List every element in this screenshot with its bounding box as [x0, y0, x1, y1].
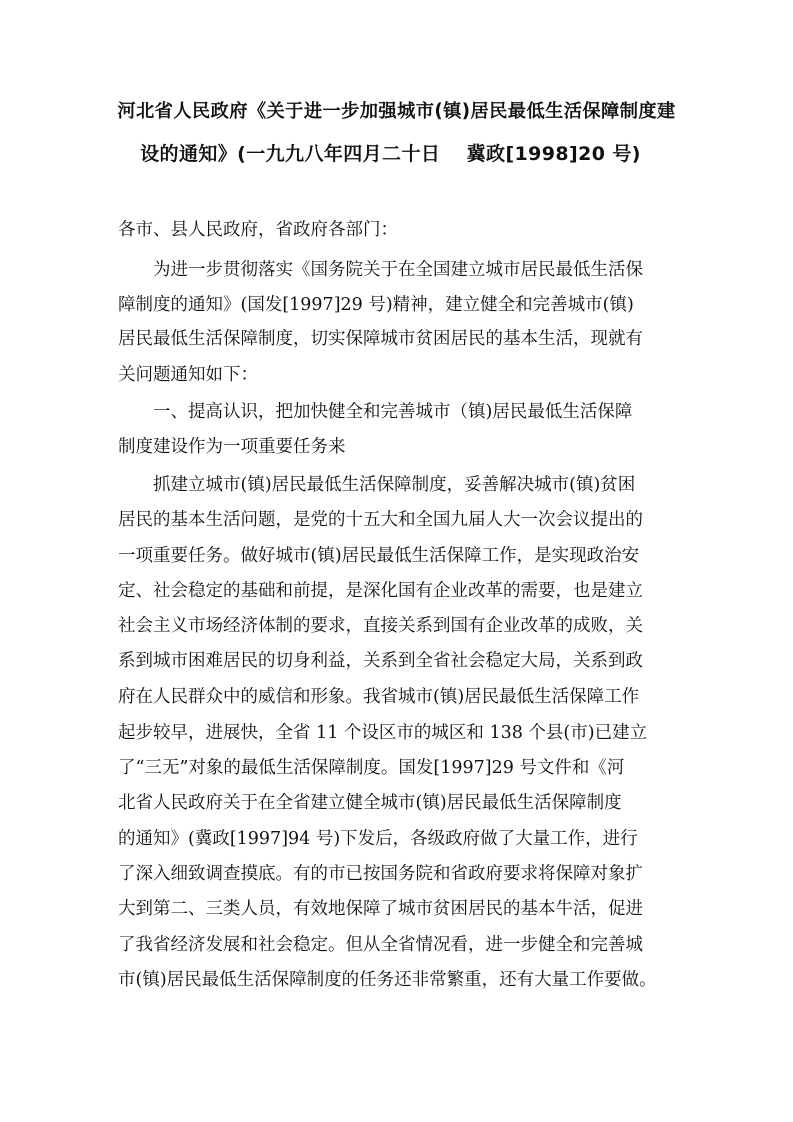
document-title-line-2: 设的通知》(一九九八年四月二十日 冀政[1998]20 号): [140, 143, 641, 165]
body-line: 居民的基本生活问题，是党的十五大和全国九届人大一次会议提出的: [118, 510, 643, 530]
body-line: 大到第二、三类人员，有效地保障了城市贫困居民的基本牛活，促进: [118, 899, 643, 919]
body-line: 社会主义市场经济体制的要求，直接关系到国有企业改革的成败，关: [118, 616, 643, 636]
section-heading-line: 一、提高认识，把加快健全和完善城市（镇)居民最低生活保障: [118, 402, 633, 422]
body-line: 了深入细致调查摸底。有的市已按国务院和省政府要求将保障对象扩: [118, 864, 643, 884]
body-line: 了我省经济发展和社会稳定。但从全省情况看，进一步健全和完善城: [118, 935, 643, 955]
section-heading-line: 制度建设作为一项重要任务来: [118, 437, 346, 457]
body-line: 定、社会稳定的基础和前提，是深化国有企业改革的需要，也是建立: [118, 581, 643, 601]
document-title-line-1: 河北省人民政府《关于进一步加强城市(镇)居民最低生活保障制度建: [117, 101, 676, 122]
body-line: 市(镇)居民最低生活保障制度的任务还非常繁重，还有大量工作要做。: [118, 970, 657, 990]
body-line: 障制度的通知》(国发[1997]29 号)精神，建立健全和完善城市(镇): [118, 295, 634, 315]
body-line: 府在人民群众中的威信和形象。我省城市(镇)居民最低生活保障工作: [118, 687, 640, 707]
body-line: 起步较早，进展快，全省 11 个设区市的城区和 138 个县(市)已建立: [118, 723, 648, 743]
body-line: 系到城市困难居民的切身利益，关系到全省社会稳定大局，关系到政: [118, 651, 643, 671]
body-line: 北省人民政府关于在全省建立健全城市(镇)居民最低生活保障制度: [118, 793, 622, 813]
body-line: 为进一步贯彻落实《国务院关于在全国建立城市居民最低生活保: [118, 260, 643, 280]
salutation: 各市、县人民政府，省政府各部门：: [118, 220, 398, 240]
body-line: 一项重要任务。做好城市(镇)居民最低生活保障工作，是实现政治安: [118, 546, 640, 566]
body-line: 抓建立城市(镇)居民最低生活保障制度，妥善解决城市(镇)贫困: [118, 475, 636, 495]
body-line: 居民最低生活保障制度，切实保障城市贫困居民的基本生活，现就有: [118, 329, 643, 349]
body-line: 关问题通知如下：: [118, 365, 258, 385]
body-line: 的通知》(冀政[1997]94 号)下发后，各级政府做了大量工作，进行: [118, 829, 638, 849]
body-line: 了“三无”对象的最低生活保障制度。国发[1997]29 号文件和《河: [118, 758, 625, 778]
